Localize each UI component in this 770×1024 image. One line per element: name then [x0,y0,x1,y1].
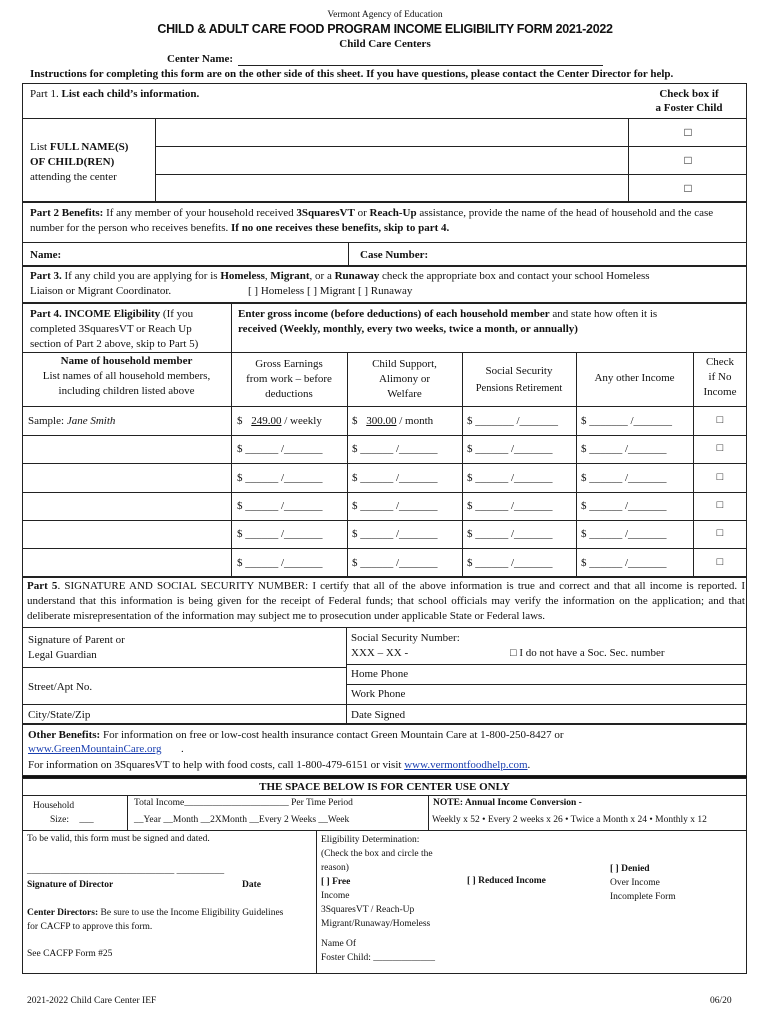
total-income-label: Total Income______________________ Per Time Period [134,798,353,808]
part3-liaison: Liaison or Migrant Coordinator. [30,285,172,297]
sample-ss[interactable]: $ _______ /_______ [467,415,559,427]
home-phone-label: Home Phone [351,668,409,680]
parent-signature-label: Signature of Parent or Legal Guardian [28,634,125,661]
household-size-label: Size: ___ [50,815,94,825]
center-directors-note: Center Directors: Be sure to use the Income Eligibility Guidelines for CACFP to approve this form. [27,908,284,932]
sample-support: $ 300.00 / month [352,415,434,427]
agency-name: Vermont Agency of Education [327,10,443,20]
sample-gross: $ 249.00 / weekly [237,415,322,427]
gross-field[interactable]: $ ______ /_______ [237,472,323,484]
center-use-heading: THE SPACE BELOW IS FOR CENTER USE ONLY [259,781,510,793]
no-income-checkbox[interactable]: □ [716,499,724,511]
foster-checkbox-1[interactable]: □ [684,125,692,139]
ss-field[interactable]: $ ______ /_______ [467,472,553,484]
other-field[interactable]: $ ______ /_______ [581,500,667,512]
gross-field[interactable]: $ ______ /_______ [237,528,323,540]
part2-name-field[interactable] [70,244,345,264]
free-checkbox[interactable]: [ ] Free [321,877,351,887]
member-name-field[interactable] [23,436,230,462]
other-field[interactable]: $ ______ /_______ [581,528,667,540]
date-label: Date [242,880,261,890]
child-name-field-3[interactable] [156,175,627,201]
foster-header: Check box if a Foster Child [655,88,723,114]
col-header-name: Name of household member List names of all household members, including children listed above [42,355,211,397]
gross-field[interactable]: $ ______ /_______ [237,500,323,512]
part4-instructions: Enter gross income (before deductions) of each household member and state how often it is received (Weekly, monthly, every two weeks, twice a month, or annually) [238,308,658,335]
other-benefits-text: Other Benefits: For information on free or low-cost health insurance contact Green Mountain Care at 1-800-250-8427 or [28,729,564,741]
street-field[interactable] [110,669,340,702]
col-header-gross: Gross Earnings from work – before deductions [246,358,332,400]
part2-name-label: Name: [30,249,62,261]
member-name-field[interactable] [23,464,230,491]
case-number-label: Case Number: [360,249,429,261]
ss-field[interactable]: $ ______ /_______ [467,443,553,455]
gross-field[interactable]: $ ______ /_______ [237,443,323,455]
center-name-label: Center Name: [167,53,234,65]
foster-checkbox-3[interactable]: □ [684,181,692,195]
parent-signature-field[interactable] [140,630,340,664]
food-help-text: For information on 3SquaresVT to help with food costs, call 1-800-479-6151 or visit www.vermontfoodhelp.com. [28,759,531,771]
foster-checkbox-2[interactable]: □ [684,153,692,167]
ssn-label: Social Security Number: XXX – XX - [351,632,460,659]
member-name-field[interactable] [23,521,230,547]
col-header-none: Check if No Income [703,356,737,398]
sample-other[interactable]: $ _______ /_______ [581,415,673,427]
other-field[interactable]: $ ______ /_______ [581,557,667,569]
support-field[interactable]: $ ______ /_______ [352,528,438,540]
time-period-options[interactable]: __Year __Month __2XMonth __Every 2 Weeks __Week [134,815,350,825]
ss-field[interactable]: $ ______ /_______ [467,528,553,540]
gross-field[interactable]: $ ______ /_______ [237,557,323,569]
no-income-checkbox[interactable]: □ [716,471,724,483]
street-label: Street/Apt No. [28,681,93,693]
no-income-checkbox[interactable]: □ [716,527,724,539]
sample-no-income-checkbox[interactable]: □ [716,414,724,426]
instructions: Instructions for completing this form are on the other side of this sheet. If you have questions, please contact the Center Director for help. [30,68,674,80]
other-field[interactable]: $ ______ /_______ [581,472,667,484]
center-name-field[interactable] [238,65,603,66]
part4-label: Part 4. INCOME Eligibility (If you completed 3SquaresVT or Reach Up section of Part 2 above, skip to Part 5) [30,308,199,350]
denied-section: [ ] Denied Over Income Incomplete Form [610,864,676,902]
conversion-note: Weekly x 52 • Every 2 weeks x 26 • Twice a Month x 24 • Monthly x 12 [432,815,707,825]
part3-text: Part 3. If any child you are applying for is Homeless, Migrant, or a Runaway check the appropriate box and contact your school Homeless [30,270,650,282]
denied-checkbox[interactable]: [ ] Denied [610,864,650,874]
valid-form-note: To be valid, this form must be signed and dated. [27,834,210,844]
col-header-support: Child Support, Alimony or Welfare [372,358,437,400]
sample-row-label: Sample: Jane Smith [28,415,116,427]
footer-revision: 06/20 [710,996,732,1006]
support-field[interactable]: $ ______ /_______ [352,472,438,484]
form-title: CHILD & ADULT CARE FOOD PROGRAM INCOME ELIGIBILITY FORM 2021-2022 [157,22,613,36]
member-name-field[interactable] [23,549,230,576]
part5-certification: Part 5. SIGNATURE AND SOCIAL SECURITY NUMBER: I certify that all of the above information is true and correct and that all income is reported. I understand that this information is being given for the receipt of Federal funds; that school officials may verify the information on the application; and that deliberate misrepresentation of the information may subject me to prosecution under applicable State or Federal laws. [27,580,746,622]
support-field[interactable]: $ ______ /_______ [352,557,438,569]
see-form-note: See CACFP Form #25 [27,949,113,959]
eligibility-determination: Eligibility Determination: (Check the box and circle the reason) [ ] Free Income 3SquaresVT / Reach-Up Migrant/Runaway/Homeless Name Of Foster Child: _____________ [321,835,436,963]
signature-director-label: Signature of Director [27,880,114,890]
support-field[interactable]: $ ______ /_______ [352,500,438,512]
no-ssn-checkbox[interactable]: □ I do not have a Soc. Sec. number [510,647,665,659]
member-name-field[interactable] [23,493,230,519]
col-header-ss: Social Security Pensions Retirement [475,365,563,394]
part2-text: Part 2 Benefits: If any member of your household received 3SquaresVT or Reach-Up assistance, provide the name of the head of household and the case number for the person who receives benefits. If no one receives these benefits, skip to part 4. [30,207,714,234]
no-income-checkbox[interactable]: □ [716,556,724,568]
other-field[interactable]: $ ______ /_______ [581,443,667,455]
green-mountain-link[interactable]: www.GreenMountainCare.org [28,743,162,755]
date-signed-label: Date Signed [351,709,406,721]
conversion-note-label: NOTE: Annual Income Conversion - [433,798,582,808]
household-label: Household [33,801,75,811]
ss-field[interactable]: $ ______ /_______ [467,500,553,512]
city-label: City/State/Zip [28,709,91,721]
no-income-checkbox[interactable]: □ [716,442,724,454]
child-name-field-2[interactable] [156,147,627,173]
col-header-other: Any other Income [594,372,675,384]
part3-options[interactable]: [ ] Homeless [ ] Migrant [ ] Runaway [248,285,413,297]
form-subtitle: Child Care Centers [339,38,431,50]
child-name-field-1[interactable] [156,119,627,145]
part1-label: Part 1. List each child’s information. [30,88,200,100]
work-phone-label: Work Phone [351,688,406,700]
reduced-checkbox[interactable]: [ ] Reduced Income [467,876,546,886]
support-field[interactable]: $ ______ /_______ [352,443,438,455]
footer-form-id: 2021-2022 Child Care Center IEF [27,996,157,1006]
vermont-food-help-link[interactable]: www.vermontfoodhelp.com [404,759,528,771]
list-children-instructions: List FULL NAME(S) OF CHILD(REN) attending the center [30,141,129,183]
case-number-field[interactable] [440,244,745,264]
signature-lines[interactable]: _______________________________ __________ [27,866,225,876]
ss-field[interactable]: $ ______ /_______ [467,557,553,569]
